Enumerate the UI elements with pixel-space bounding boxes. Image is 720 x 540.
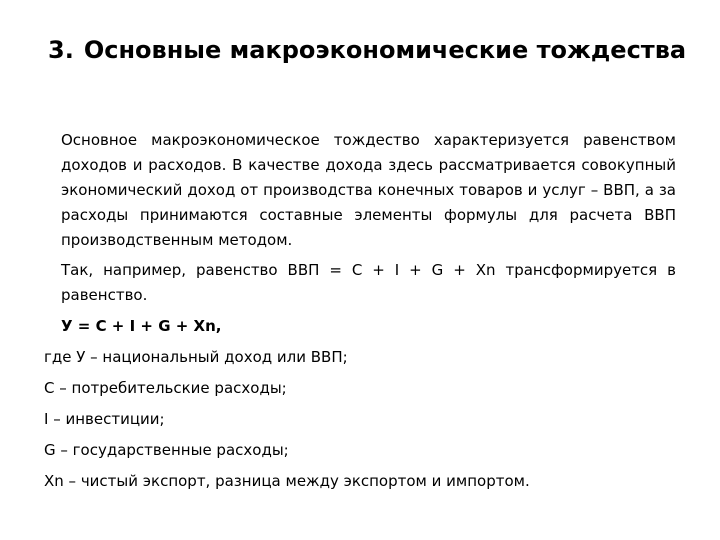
formula: У = C + I + G + Xn, <box>61 317 222 335</box>
paragraph-identity-description: Основное макроэкономическое тождество характеризуется равенством доходов и расходов. В качестве дохода здесь рассматривается совокупный экономический доход от производства конечных товаров и услуг – ВВП, а за расходы принимаются составные элементы формулы для расчета ВВП производственным методом. <box>61 131 676 249</box>
paragraph-example: Так, например, равенство ВВП = C + I + G + Xn трансформируется в равенство. <box>61 261 676 304</box>
slide-title <box>48 34 688 66</box>
definition-g: G – государственные расходы; <box>44 441 289 459</box>
definition-y: где У – национальный доход или ВВП; <box>44 348 348 366</box>
definition-c: C – потребительские расходы; <box>44 379 287 397</box>
slide-body <box>44 128 676 500</box>
definition-xn: Xn – чистый экспорт, разница между экспортом и импортом. <box>44 472 530 490</box>
title-number: 3. <box>48 36 74 64</box>
definition-i: I – инвестиции; <box>44 410 165 428</box>
title-text: Основные макроэкономические тождества <box>83 36 687 64</box>
